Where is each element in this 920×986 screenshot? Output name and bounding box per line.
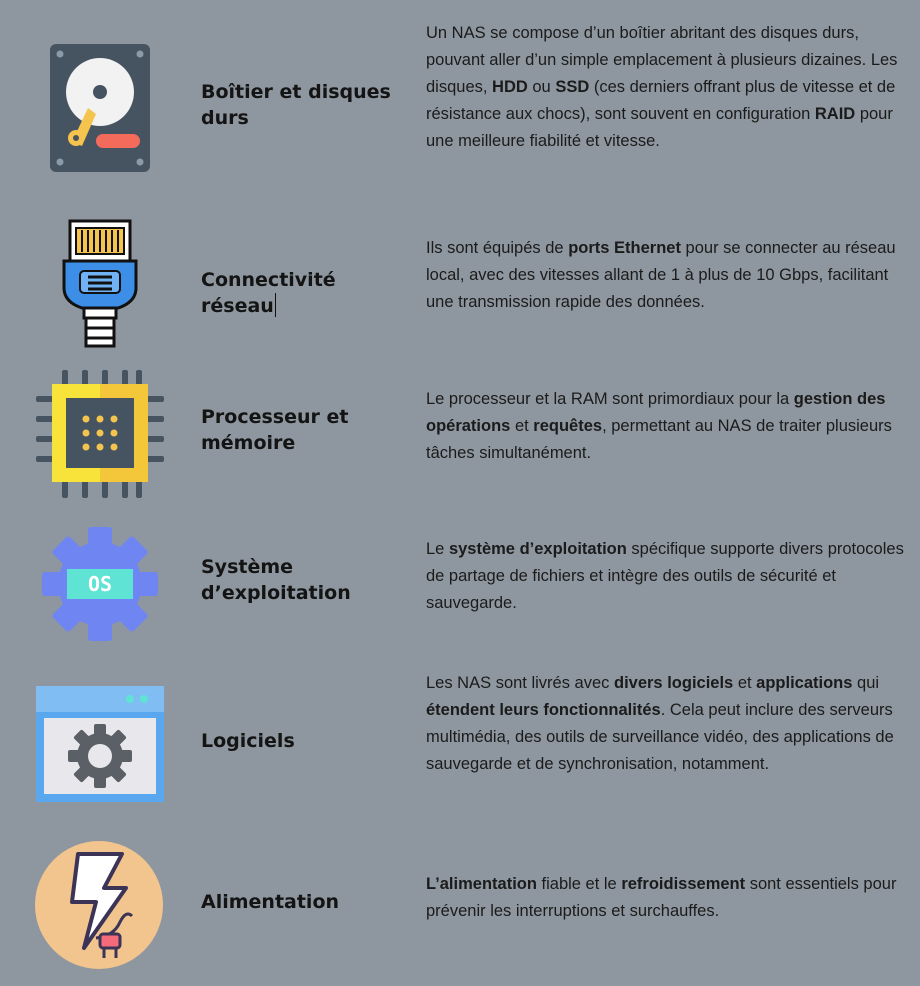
feature-description: Le système d’exploitation spécifique supporte divers protocoles de partage de fichiers et intègre des outils de sécurité et sauvegarde. xyxy=(426,540,904,612)
feature-title: Boîtier et disques durs xyxy=(201,81,391,129)
feature-description: Un NAS se compose d’un boîtier abritant des disques durs, pouvant aller d’un simple emplacement à plusieurs dizaines. Les disques, HDD ou SSD (ces derniers offrant plus de vitesse et de résistance aux chocs), sont souvent en configuration RAID pour une meilleure fiabilité et vitesse. xyxy=(426,24,898,150)
feature-title: Logiciels xyxy=(201,730,295,752)
feature-description: Ils sont équipés de ports Ethernet pour se connecter au réseau local, avec des vitesses allant de 1 à plus de 10 Gbps, facilitant une transmission rapide des données. xyxy=(426,239,896,311)
os-gear-icon xyxy=(40,525,160,643)
feature-description: L’alimentation fiable et le refroidissement sont essentiels pour prévenir les interruptions et surchauffes. xyxy=(426,875,897,920)
os-label: OS xyxy=(87,572,113,596)
hard-drive-icon xyxy=(48,42,152,174)
feature-description: Les NAS sont livrés avec divers logiciels et applications qui étendent leurs fonctionnalités. Cela peut inclure des serveurs multimédia, des outils de surveillance vidéo, des applications de sauvegarde et de synchronisation, notamment. xyxy=(426,674,894,773)
feature-title: Alimentation xyxy=(201,891,340,913)
feature-description: Le processeur et la RAM sont primordiaux pour la gestion des opérations et requêtes, permettant au NAS de traiter plusieurs tâches simultanément. xyxy=(426,390,892,462)
text-cursor xyxy=(275,293,276,317)
feature-title: Processeur et mémoire xyxy=(201,406,349,454)
power-plug-icon xyxy=(34,840,164,970)
feature-title: Système d’exploitation xyxy=(201,556,351,604)
feature-title: Connectivité réseau xyxy=(201,269,336,317)
ethernet-cable-icon xyxy=(60,218,140,348)
software-window-icon xyxy=(36,686,164,802)
processor-chip-icon xyxy=(36,370,164,498)
